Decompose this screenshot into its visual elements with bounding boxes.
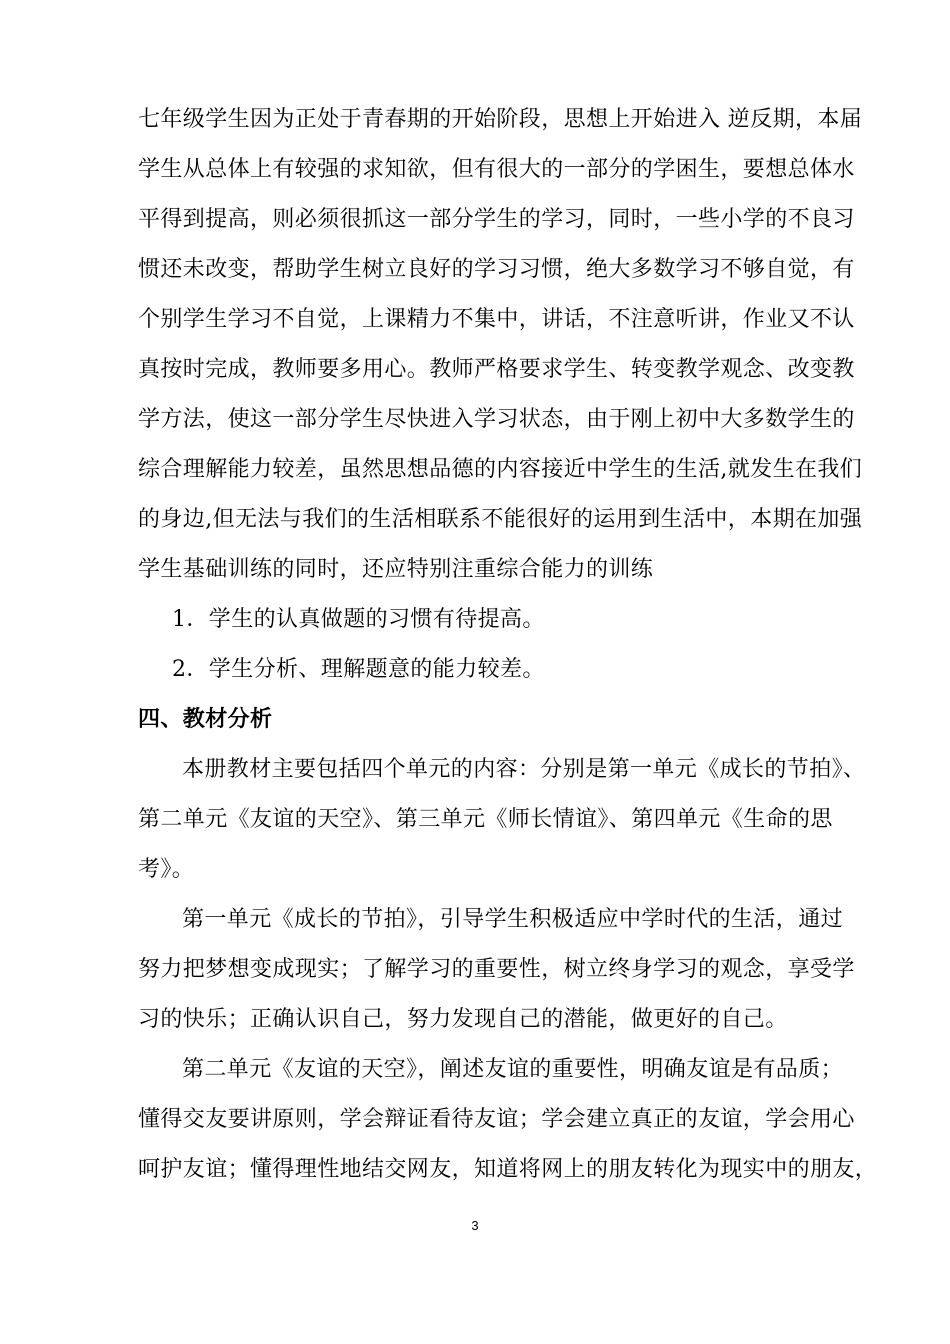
page-number: 3 — [471, 1218, 479, 1233]
paragraph-line: 习的快乐；正确认识自己，努力发现自己的潜能，做更好的自己。 — [138, 1007, 788, 1032]
paragraph-line: 惯还未改变，帮助学生树立良好的学习习惯，绝大多数学习不够自觉，有 — [138, 257, 855, 282]
paragraph-line: 个别学生学习不自觉，上课精力不集中，讲话，不注意听讲，作业又不认 — [138, 307, 855, 332]
section-heading: 四、教材分析 — [138, 707, 273, 732]
paragraph-line: 呵护友谊；懂得理性地结交网友，知道将网上的朋友转化为现实中的朋友， — [138, 1157, 878, 1182]
paragraph-line: 第二单元《友谊的天空》、第三单元《师长情谊》、第四单元《生命的思 — [138, 807, 833, 832]
paragraph-line: 学方法，使这一部分学生尽快进入学习状态，由于刚上初中大多数学生的 — [138, 407, 855, 432]
paragraph-line: 的身边,但无法与我们的生活相联系不能很好的运用到生活中，本期在加强 — [138, 507, 863, 532]
list-item: 1．学生的认真做题的习惯有待提高。 — [172, 607, 545, 632]
paragraph-line: 懂得交友要讲原则，学会辩证看待友谊；学会建立真正的友谊，学会用心 — [138, 1107, 855, 1132]
list-item: 2．学生分析、理解题意的能力较差。 — [172, 657, 545, 682]
paragraph-line: 真按时完成，教师要多用心。教师严格要求学生、转变教学观念、改变教 — [138, 357, 855, 382]
paragraph-line: 综合理解能力较差，虽然思想品德的内容接近中学生的生活,就发生在我们 — [138, 457, 863, 482]
paragraph-line: 努力把梦想变成现实；了解学习的重要性，树立终身学习的观念，享受学 — [138, 957, 855, 982]
paragraph-line: 平得到提高，则必须很抓这一部分学生的学习，同时，一些小学的不良习 — [138, 207, 855, 232]
paragraph-line: 学生从总体上有较强的求知欲，但有很大的一部分的学困生，要想总体水 — [138, 157, 855, 182]
paragraph-line: 考》。 — [138, 857, 195, 882]
paragraph-line: 本册教材主要包括四个单元的内容：分别是第一单元《成长的节拍》、 — [182, 757, 866, 782]
paragraph-line: 第二单元《友谊的天空》，阐述友谊的重要性，明确友谊是有品质； — [182, 1057, 844, 1082]
paragraph-line: 第一单元《成长的节拍》，引导学生积极适应中学时代的生活，通过 — [182, 907, 844, 932]
paragraph-line: 学生基础训练的同时，还应特别注重综合能力的训练 — [138, 557, 654, 582]
paragraph-line: 七年级学生因为正处于青春期的开始阶段，思想上开始进入 逆反期，本届 — [138, 107, 863, 132]
